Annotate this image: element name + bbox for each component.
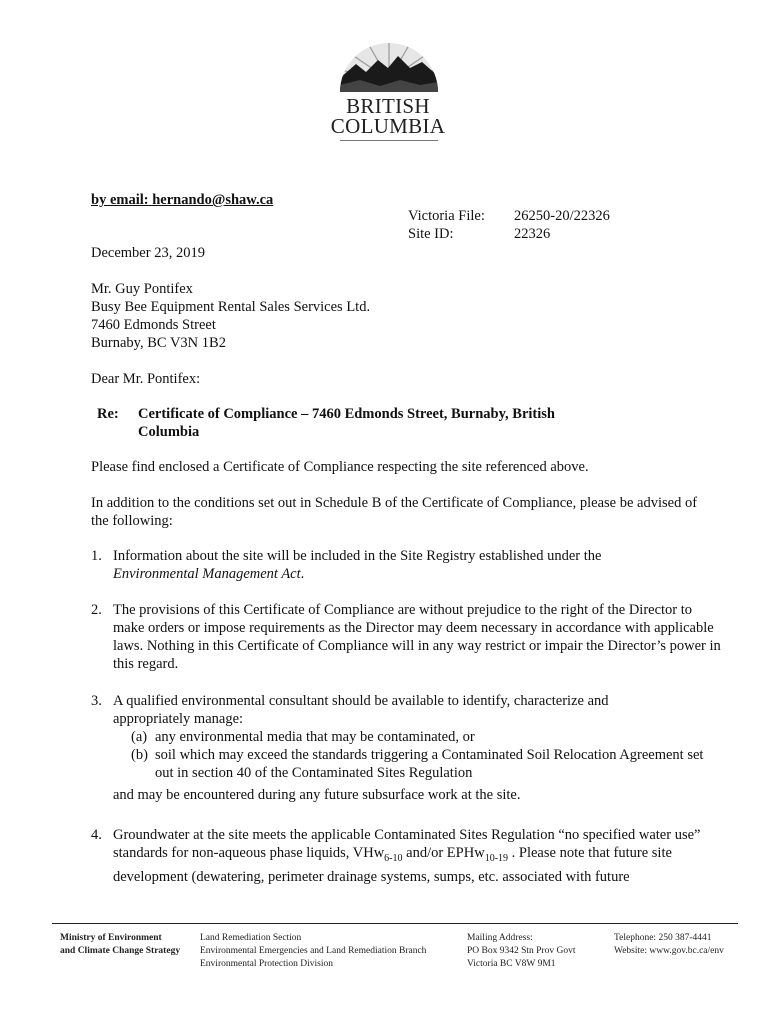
brand-line-1: BRITISH (346, 94, 430, 118)
footer-section-line-3: Environmental Protection Division (200, 959, 333, 969)
footer-ministry-line-1: Ministry of Environment (60, 933, 162, 943)
paragraph-1: Please find enclosed a Certificate of Compliance respecting the site referenced above. (91, 459, 589, 475)
paragraph-2: In addition to the conditions set out in Schedule B of the Certificate of Compliance, please be advised of the following: (91, 495, 698, 529)
letter-date: December 23, 2019 (91, 245, 205, 261)
footer-ministry-line-2: and Climate Change Strategy (60, 946, 181, 956)
item-1-end: . (300, 566, 305, 582)
footer-contact (614, 932, 724, 958)
file-reference (408, 207, 610, 243)
item-4-text-1: Groundwater at the site meets the applicable Contaminated Sites Regulation “no specified water use” standards for non-aqueous phase liquids, VHw (113, 827, 701, 861)
sub-item-label: (a) (131, 729, 148, 745)
victoria-file-value: 26250-20/22326 (514, 208, 610, 224)
victoria-file-label: Victoria File: (408, 208, 485, 224)
address-line-4: Burnaby, BC V3N 1B2 (91, 335, 226, 351)
item-4-sub-1: 6-10 (384, 852, 403, 864)
footer-mailing-line-1: Mailing Address: (467, 933, 533, 943)
brand-line-2: COLUMBIA (330, 114, 446, 138)
item-4-text-2: and/or EPHw (402, 845, 485, 861)
footer-telephone: Telephone: 250 387-4441 (614, 933, 712, 943)
footer-mailing-line-2: PO Box 9342 Stn Prov Govt (467, 946, 576, 956)
footer-website: Website: www.gov.bc.ca/env (614, 946, 724, 956)
sub-item-b (131, 746, 721, 782)
subject-label: Re: (97, 406, 119, 422)
item-number: 1. (91, 548, 102, 564)
address-line-1: Mr. Guy Pontifex (91, 281, 193, 297)
item-4-sub-2: 10-19 (484, 852, 509, 864)
footer-divider (52, 923, 738, 924)
footer-section-line-2: Environmental Emergencies and Land Remediation Branch (200, 946, 427, 956)
bc-sun-mountain-emblem (330, 30, 448, 100)
item-2-text: The provisions of this Certificate of Compliance are without prejudice to the right of the Director to make orders or impose requirements as the Director may deem necessary in accordance with applicable laws. Nothing in this Certificate of Compliance will in any way restrict or impair the Director’s power in this regard. (113, 602, 721, 672)
footer-mailing (467, 932, 575, 971)
list-item (91, 601, 721, 673)
salutation: Dear Mr. Pontifex: (91, 371, 201, 387)
item-1-text: Information about the site will be included in the Site Registry established under the (113, 548, 602, 564)
item-body (113, 547, 721, 583)
item-body (113, 826, 721, 886)
item-number: 4. (91, 827, 102, 843)
site-id-row (408, 225, 610, 243)
sub-item-text: soil which may exceed the standards triggering a Contaminated Soil Relocation Agreement set out in section 40 of the Contaminated Sites Regulation (155, 747, 704, 781)
delivery-email: by email: hernando@shaw.ca (91, 192, 274, 208)
list-item (91, 547, 721, 583)
list-item (91, 692, 721, 804)
item-number: 2. (91, 602, 102, 618)
site-id-label: Site ID: (408, 226, 454, 242)
footer-section (200, 932, 426, 971)
item-4-text-3: . Please note that future site development (dewatering, perimeter drainage systems, sumps, etc. associated with future (113, 845, 672, 885)
address-line-2: Busy Bee Equipment Rental Sales Services Ltd. (91, 299, 371, 315)
subject-text: Certificate of Compliance – 7460 Edmonds Street, Burnaby, British Columbia (138, 406, 555, 440)
bc-wordmark (318, 96, 458, 136)
address-line-3: 7460 Edmonds Street (91, 317, 216, 333)
footer-mailing-line-3: Victoria BC V8W 9M1 (467, 959, 556, 969)
list-item (91, 826, 721, 886)
footer-section-line-1: Land Remediation Section (200, 933, 302, 943)
site-id-value: 22326 (514, 226, 551, 242)
item-3-intro: A qualified environmental consultant should be available to identify, characterize and appropriately manage: (113, 693, 609, 727)
sub-item-a (131, 728, 721, 746)
item-3-tail: and may be encountered during any future subsurface work at the site. (113, 787, 521, 803)
footer-ministry (60, 932, 180, 958)
item-body (113, 692, 721, 804)
sub-item-label: (b) (131, 747, 148, 763)
brand-divider (340, 140, 438, 141)
item-number: 3. (91, 693, 102, 709)
recipient-address (91, 280, 370, 352)
sub-item-text: any environmental media that may be contaminated, or (155, 729, 475, 745)
victoria-file-row (408, 207, 610, 225)
item-1-act: Environmental Management Act (113, 566, 301, 582)
